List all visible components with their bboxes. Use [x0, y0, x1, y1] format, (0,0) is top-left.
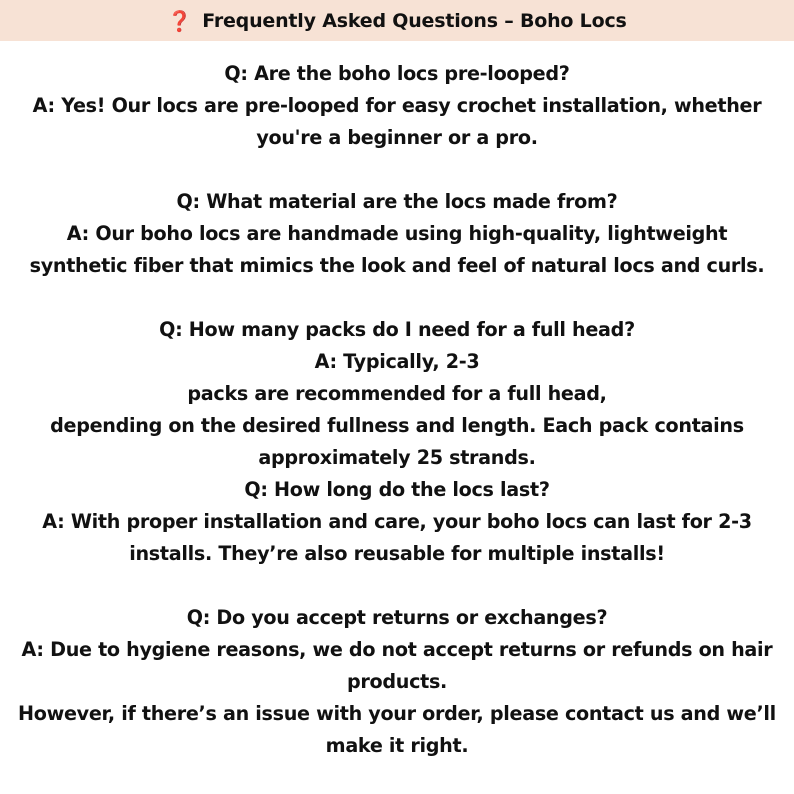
- faq-answer-line: A: Our boho locs are handmade using high-quality, lightweight: [66, 222, 728, 245]
- faq-answer-line: installs. They’re also reusable for multiple installs!: [129, 542, 665, 565]
- question-mark-icon: ❓: [167, 8, 193, 33]
- faq-answer-line: A: With proper installation and care, your boho locs can last for 2-3: [42, 510, 752, 533]
- faq-answer-line: packs are recommended for a full head,: [187, 382, 607, 405]
- faq-question: Q: Do you accept returns or exchanges?: [186, 606, 608, 629]
- faq-question: Q: How long do the locs last?: [244, 478, 550, 501]
- faq-item-longevity: [0, 474, 794, 570]
- faq-spacer: [0, 282, 794, 314]
- faq-answer-line: However, if there’s an issue with your order, please contact us and we’ll: [18, 702, 776, 725]
- faq-answer-line: approximately 25 strands.: [258, 446, 536, 469]
- faq-title: Frequently Asked Questions – Boho Locs: [202, 9, 627, 32]
- faq-answer-line: synthetic fiber that mimics the look and feel of natural locs and curls.: [29, 254, 765, 277]
- faq-question: Q: How many packs do I need for a full head?: [159, 318, 635, 341]
- faq-item-pre-looped: [0, 58, 794, 154]
- faq-question: Q: What material are the locs made from?: [176, 190, 618, 213]
- faq-item-packs: [0, 314, 794, 474]
- faq-answer-line: make it right.: [325, 734, 469, 757]
- faq-answer-line: depending on the desired fullness and length. Each pack contains: [50, 414, 744, 437]
- faq-answer-line: A: Due to hygiene reasons, we do not accept returns or refunds on hair: [21, 638, 773, 661]
- faq-answer-line: A: Typically, 2-3: [314, 350, 480, 373]
- faq-question: Q: Are the boho locs pre-looped?: [224, 62, 570, 85]
- faq-answer-line: A: Yes! Our locs are pre-looped for easy crochet installation, whether: [32, 94, 762, 117]
- faq-list: [0, 58, 794, 762]
- faq-header: [0, 0, 794, 41]
- faq-item-material: [0, 186, 794, 282]
- faq-spacer: [0, 154, 794, 186]
- faq-spacer: [0, 570, 794, 602]
- faq-item-returns: [0, 602, 794, 762]
- faq-answer-line: you're a beginner or a pro.: [256, 126, 538, 149]
- faq-answer-line: products.: [346, 670, 448, 693]
